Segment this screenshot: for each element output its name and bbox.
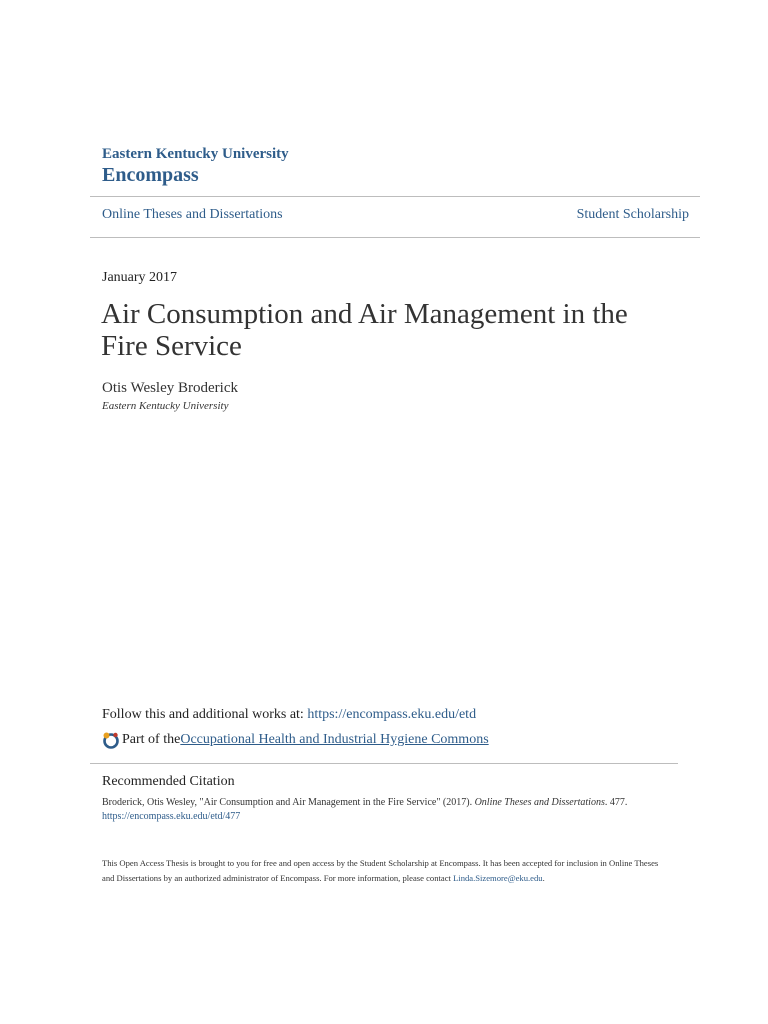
citation-text [102, 796, 682, 824]
document-title: Air Consumption and Air Management in the Fire Service [101, 298, 628, 362]
author-affiliation: Eastern Kentucky University [102, 400, 229, 412]
citation-number: . 477. [604, 797, 628, 808]
citation-url-link[interactable]: https://encompass.eku.edu/etd/477 [102, 811, 241, 822]
author-name: Otis Wesley Broderick [102, 380, 238, 396]
contact-email-link[interactable]: Linda.Sizemore@eku.edu [453, 873, 543, 883]
citation-divider [90, 763, 678, 764]
publication-date: January 2017 [102, 270, 178, 285]
notice-text: This Open Access Thesis is brought to you for free and open access by the Student Scholarship at Encompass. It has been accepted for inclusion in Online Theses and Dissertations by an authorized administrator of Encompass. For more information, please contact [102, 858, 659, 883]
notice-end: . [542, 873, 545, 883]
commons-link[interactable]: Occupational Health and Industrial Hygiene Commons [180, 732, 489, 747]
part-of-prefix: Part of the [122, 732, 181, 747]
commons-icon [102, 731, 120, 749]
student-scholarship-link[interactable]: Student Scholarship [576, 207, 689, 222]
top-divider [90, 196, 700, 197]
follow-line [102, 707, 476, 723]
online-theses-link[interactable]: Online Theses and Dissertations [102, 207, 283, 222]
follow-prefix: Follow this and additional works at: [102, 707, 308, 722]
follow-url-link[interactable]: https://encompass.eku.edu/etd [307, 707, 477, 722]
citation-series: Online Theses and Dissertations [474, 797, 605, 808]
open-access-notice [102, 856, 662, 886]
nav-divider [90, 237, 700, 238]
institution-header [102, 145, 289, 187]
citation-body: Broderick, Otis Wesley, "Air Consumption and Air Management in the Fire Service" (2017). [102, 797, 475, 808]
part-of-line [102, 731, 489, 749]
university-name: Eastern Kentucky University [102, 146, 289, 162]
repository-name[interactable]: Encompass [102, 164, 199, 186]
citation-heading: Recommended Citation [102, 774, 235, 789]
